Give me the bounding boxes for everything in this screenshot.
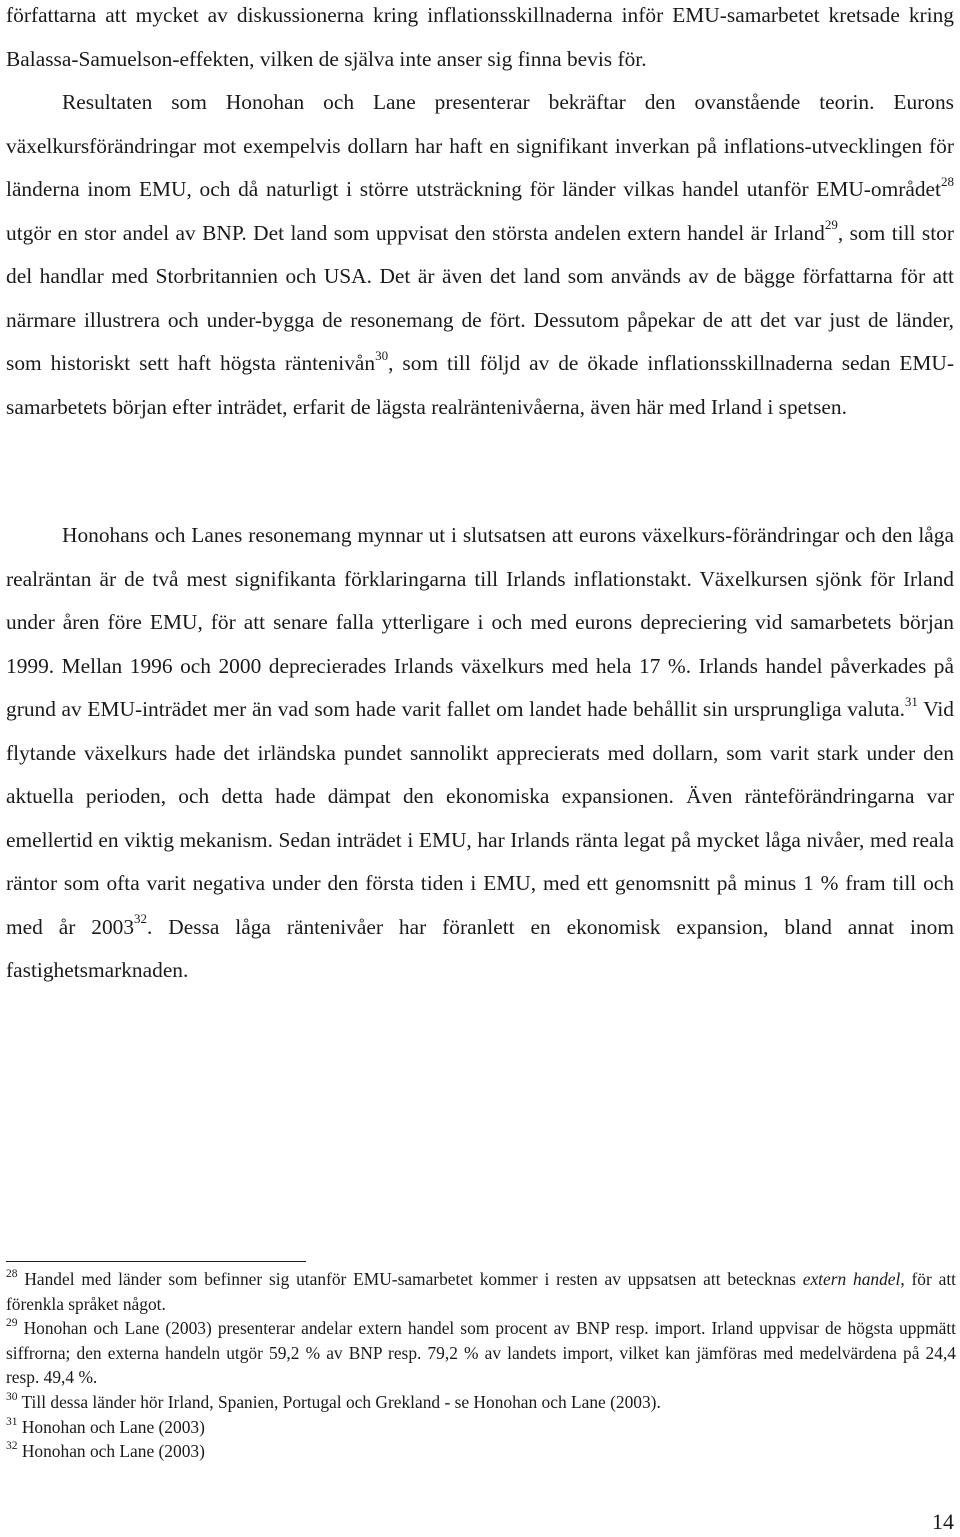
footnote-number: 28 <box>6 1268 18 1281</box>
paragraph-text: utgör en stor andel av BNP. Det land som uppvisat den största andelen extern handel är Irland <box>6 220 825 245</box>
paragraph-text: Resultaten som Honohan och Lane presenterar bekräftar den ovanstående teorin. Eurons växelkursförändringar mot exempelvis dollarn har haft en signifikant inverkan på inflations-utvecklingen för länderna inom EMU, och då naturligt i större utsträckning för länder vilkas handel utanför EMU-området <box>6 90 954 201</box>
paragraph-text: författarna att mycket av diskussionerna kring inflationsskillnaderna inför EMU-samarbetet kretsade kring Balassa-Samuelson-effekten, vilken de själva inte anser sig finna bevis för. <box>6 3 954 71</box>
footnote-text: , för att förenkla språket något. <box>6 1269 956 1314</box>
paragraph-text: . Dessa låga räntenivåer har föranlett en ekonomisk expansion, bland annat inom fastighetsmarknaden. <box>6 914 955 982</box>
paragraph-text: , som till stor del handlar med Storbritannien och USA. Det är även det land som används av de bägge författarna för att närmare illustrera och under-bygga de resonemang de fört. Dessutom påpekar de att det var just de länder, som historiskt sett haft högsta räntenivån <box>6 220 954 375</box>
footnote-29 <box>6 1316 956 1390</box>
footnote-text: Honohan och Lane (2003) <box>17 1441 205 1462</box>
footnote-28 <box>6 1267 956 1316</box>
footnote-emphasis: extern handel <box>802 1269 901 1289</box>
paragraph-text: Honohans och Lanes resonemang mynnar ut i slutsatsen att eurons växelkurs-förändringar och den låga realräntan är de två mest signifikanta förklaringarna till Irlands inflationstakt. Växelkursen sjönk för Irland under åren före EMU, för att senare falla ytterligare i och med eurons depreciering vid samarbetets början 1999. Mellan 1996 och 2000 deprecierades Irlands växelkurs med hela 17 %. Irlands handel påverkades på grund av EMU-inträdet mer än vad som hade varit fallet om landet hade behållit sin ursprungliga valuta. <box>6 523 954 721</box>
body-paragraph-2 <box>6 514 954 993</box>
footnote-text: Till dessa länder hör Irland, Spanien, Portugal och Grekland - se Honohan och Lane (2003). <box>17 1391 661 1412</box>
body-paragraph-1 <box>6 0 954 429</box>
footnote-ref-31[interactable]: 31 <box>904 693 918 709</box>
footnote-32 <box>6 1439 956 1464</box>
footnote-text: Honohan och Lane (2003) <box>17 1416 205 1437</box>
footnote-31 <box>6 1415 956 1440</box>
footnote-text: Handel med länder som befinner sig utanför EMU-samarbetet kommer i resten av uppsatsen att betecknas <box>17 1269 803 1289</box>
footnote-ref-30[interactable]: 30 <box>375 347 389 363</box>
paragraph-text: Vid flytande växelkurs hade det irländska pundet sannolikt apprecierats med dollarn, som varit stark under den aktuella perioden, och detta hade dämpat den ekonomiska expansionen. Även ränteförändringarna var emellertid en viktig mekanism. Sedan inträdet i EMU, har Irlands ränta legat på mycket låga nivåer, med reala räntor som ofta varit negativa under den första tiden i EMU, med ett genomsnitt på minus 1 % fram till och med år 2003 <box>6 697 954 939</box>
footnote-ref-32[interactable]: 32 <box>134 911 148 927</box>
footnote-separator <box>6 1261 306 1262</box>
footnote-30 <box>6 1390 956 1415</box>
footnote-ref-28[interactable]: 28 <box>941 173 954 189</box>
footnote-number: 31 <box>6 1415 18 1428</box>
paragraph-text: , som till följd av de ökade inflationsskillnaderna sedan EMU-samarbetets början efter inträdet, erfarit de lägsta realräntenivåerna, även här med Irland i spetsen. <box>6 351 954 419</box>
footnote-number: 32 <box>6 1440 18 1453</box>
footnote-ref-29[interactable]: 29 <box>824 217 838 233</box>
footnote-text: Honohan och Lane (2003) presenterar andelar extern handel som procent av BNP resp. import. Irland uppvisar de högsta uppmätt siffrorna; den externa handeln utgör 59,2 % av BNP resp. 79,2 % av landets import, vilket kan jämföras med medelvärdena på 24,4 resp. 49,4 %. <box>6 1318 956 1388</box>
page-number: 14 <box>932 1509 954 1534</box>
footnote-number: 30 <box>6 1391 18 1404</box>
footnotes <box>6 1267 956 1464</box>
footnote-number: 29 <box>6 1317 18 1330</box>
